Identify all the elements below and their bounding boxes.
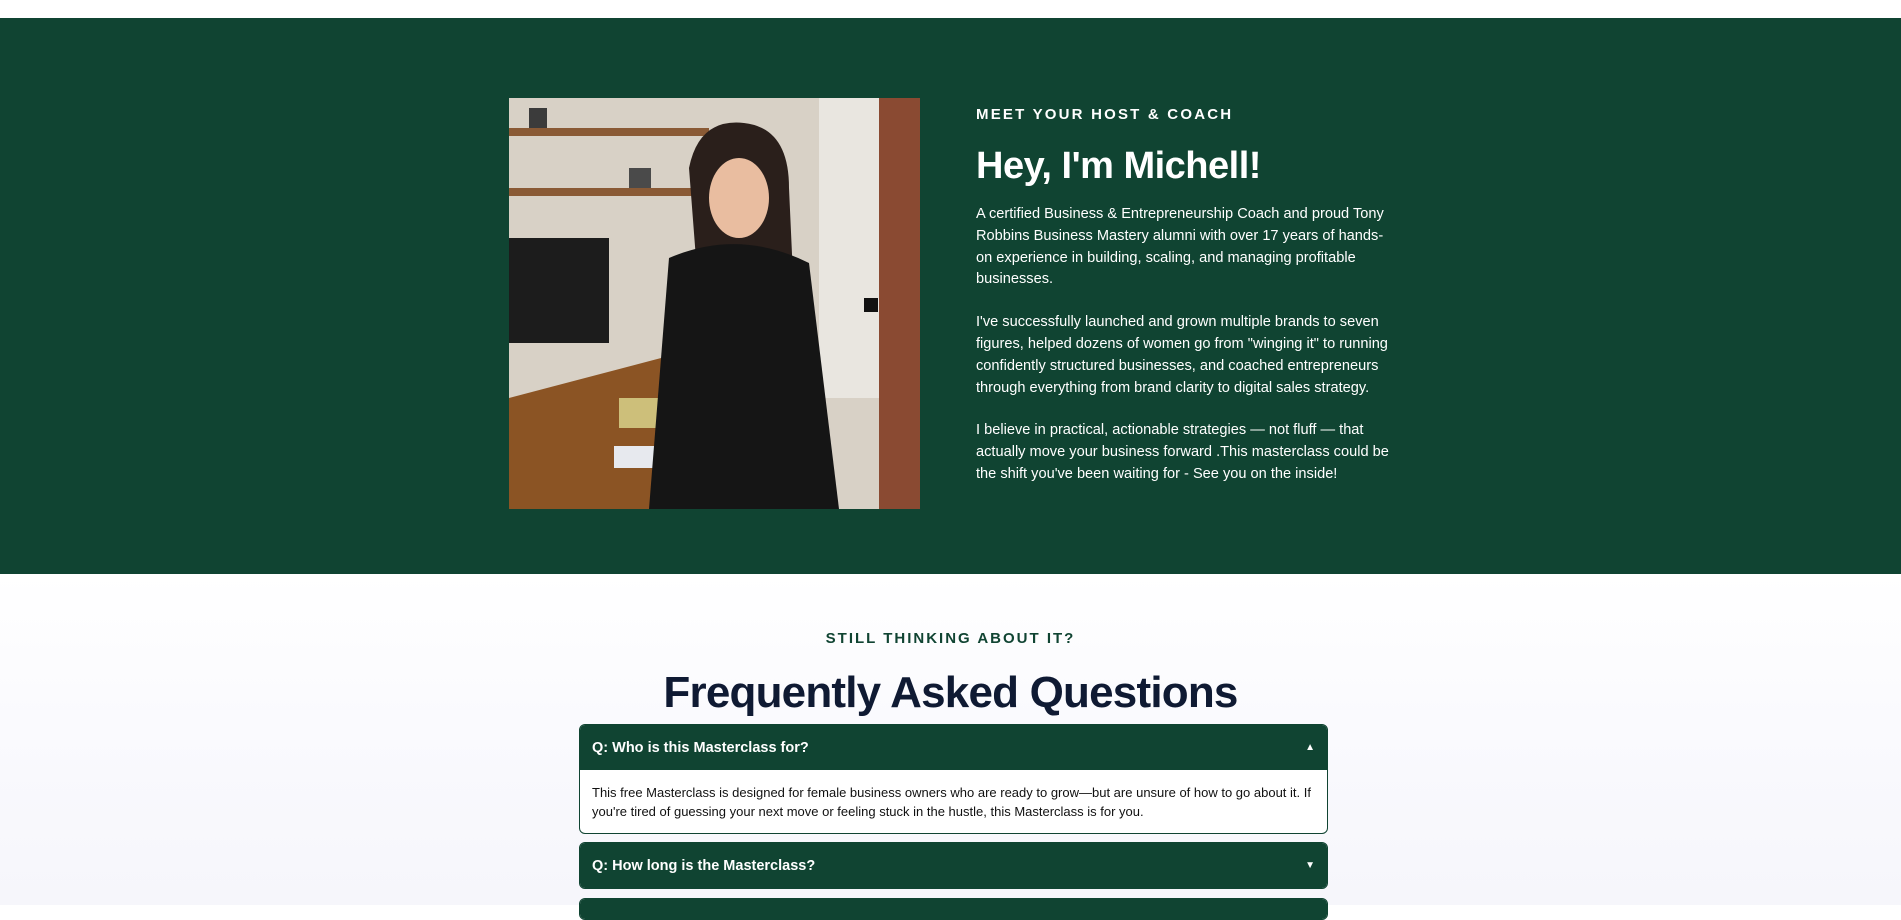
faq-question-toggle[interactable] (580, 899, 1327, 920)
host-title: Hey, I'm Michell! (976, 145, 1261, 187)
faq-item[interactable] (579, 898, 1328, 920)
faq-item (579, 724, 1328, 834)
faq-eyebrow: STILL THINKING ABOUT IT? (825, 630, 1076, 647)
faq-section (0, 574, 1901, 905)
host-eyebrow: MEET YOUR HOST & COACH (976, 106, 1234, 123)
host-bio-paragraph: A certified Business & Entrepreneurship Coach and proud Tony Robbins Business Mastery alumni with over 17 years of hands-on experience in building, scaling, and managing profitable businesses. (976, 206, 1384, 288)
faq-item (579, 842, 1328, 889)
faq-question-toggle[interactable] (580, 725, 1327, 770)
host-text-block (976, 106, 1391, 507)
host-section (0, 18, 1901, 574)
caret-down-icon: ▼ (1305, 860, 1315, 871)
host-bio-paragraph: I've successfully launched and grown multiple brands to seven figures, helped dozens of women go from "winging it" to running confidently structured businesses, and coached entrepreneurs through everything from brand clarity to digital sales strategy. (976, 314, 1388, 396)
host-photo (509, 98, 920, 509)
top-bar (0, 0, 1901, 18)
faq-answer: This free Masterclass is designed for female business owners who are ready to grow—but are unsure of how to go about it. If you're tired of guessing your next move or feeling stuck in the hustle, this Masterclass is for you. (592, 785, 1311, 819)
caret-up-icon: ▲ (1305, 742, 1315, 753)
faq-title: Frequently Asked Questions (663, 668, 1238, 717)
faq-question: Q: How long is the Masterclass? (592, 857, 816, 874)
host-bio-paragraph: I believe in practical, actionable strategies — not fluff — that actually move your business forward .This masterclass could be the shift you've been waiting for - See you on the inside! (976, 422, 1389, 482)
faq-question: Q: Who is this Masterclass for? (592, 739, 809, 756)
faq-question-toggle[interactable] (580, 843, 1327, 888)
